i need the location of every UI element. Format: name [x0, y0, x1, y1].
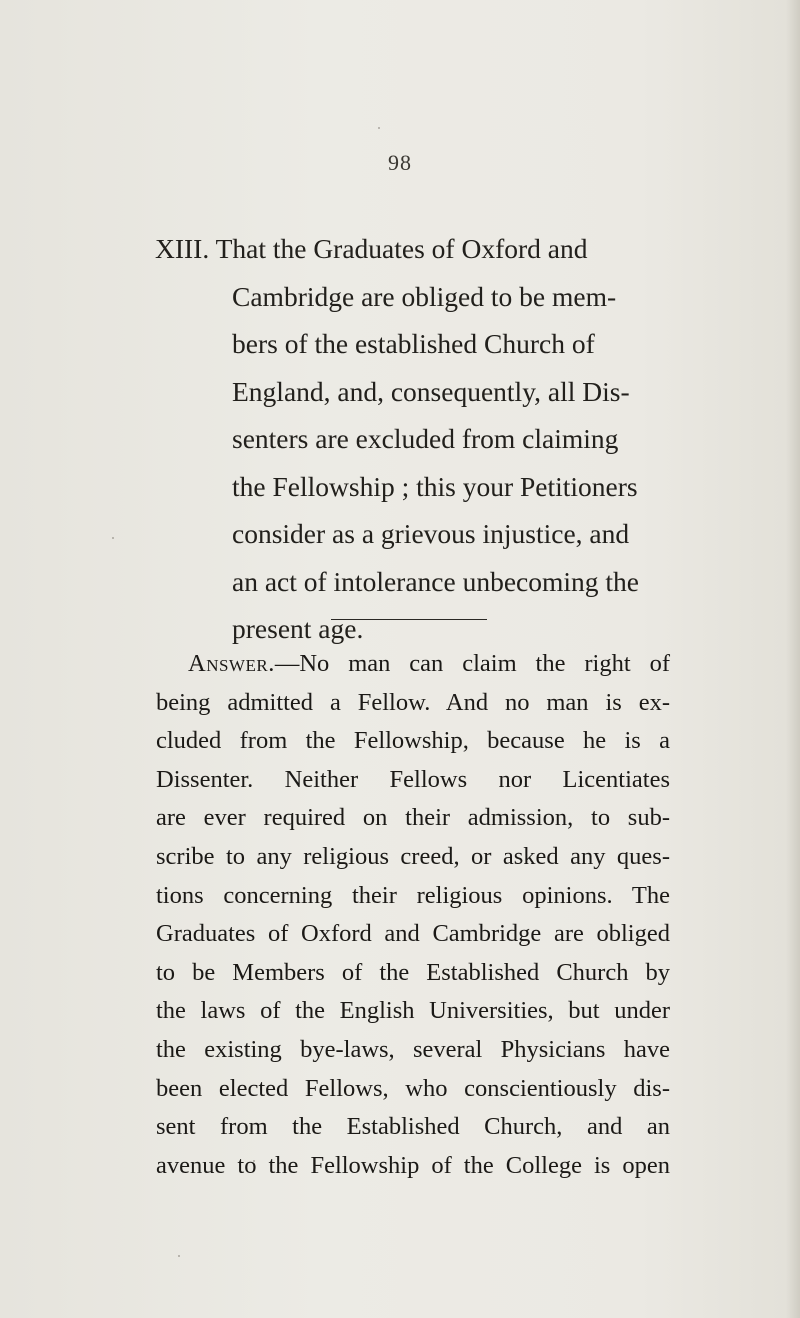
answer-line: the existing bye-laws, several Physicians have: [156, 1035, 670, 1063]
petition-line: an act of intolerance unbecoming the: [232, 565, 639, 597]
petition-line: senters are excluded from claiming: [232, 423, 619, 454]
paper-speck: [112, 537, 114, 539]
petition-line: England, and, consequently, all Dis-: [232, 375, 630, 407]
page-number: 98: [388, 150, 412, 175]
petition-line: XIII. That the Graduates of Oxford and: [155, 233, 588, 264]
answer-line: been elected Fellows, who conscientiously dis-: [156, 1074, 670, 1102]
answer-line: being admitted a Fellow. And no man is ex-: [156, 688, 670, 716]
section-divider-rule: [331, 619, 487, 620]
answer-line: avenue to the Fellowship of the College is open: [156, 1151, 670, 1179]
answer-line: Dissenter. Neither Fellows nor Licentiates: [156, 765, 670, 793]
answer-line: cluded from the Fellowship, because he is a: [156, 727, 670, 755]
answer-line: are ever required on their admission, to sub-: [156, 804, 670, 832]
page-edge-shadow: [786, 0, 800, 1318]
petition-line: Cambridge are obliged to be mem-: [232, 280, 617, 312]
paper-speck: [253, 1160, 255, 1162]
petition-line: bers of the established Church of: [232, 328, 595, 359]
answer-line: the laws of the English Universities, but under: [156, 997, 670, 1025]
answer-line: tions concerning their religious opinions. The: [156, 881, 670, 909]
answer-label: Answer.: [188, 650, 275, 677]
petition-line: present age.: [232, 613, 364, 644]
answer-line: sent from the Established Church, and an: [156, 1113, 670, 1141]
petition-line: consider as a grievous injustice, and: [232, 518, 630, 549]
answer-first-line: [156, 645, 670, 684]
answer-paragraph: [156, 645, 670, 1185]
answer-line: Graduates of Oxford and Cambridge are obliged: [156, 920, 670, 948]
answer-first-line-text: —No man can claim the right of: [274, 650, 670, 677]
petition-line: the Fellowship ; this your Petitioners: [232, 470, 638, 502]
answer-line: scribe to any religious creed, or asked any ques-: [156, 842, 670, 870]
paper-speck: [378, 127, 380, 129]
answer-line: to be Members of the Established Church by: [156, 958, 670, 986]
paper-speck: [178, 1255, 180, 1257]
petition-paragraph: [155, 225, 672, 653]
